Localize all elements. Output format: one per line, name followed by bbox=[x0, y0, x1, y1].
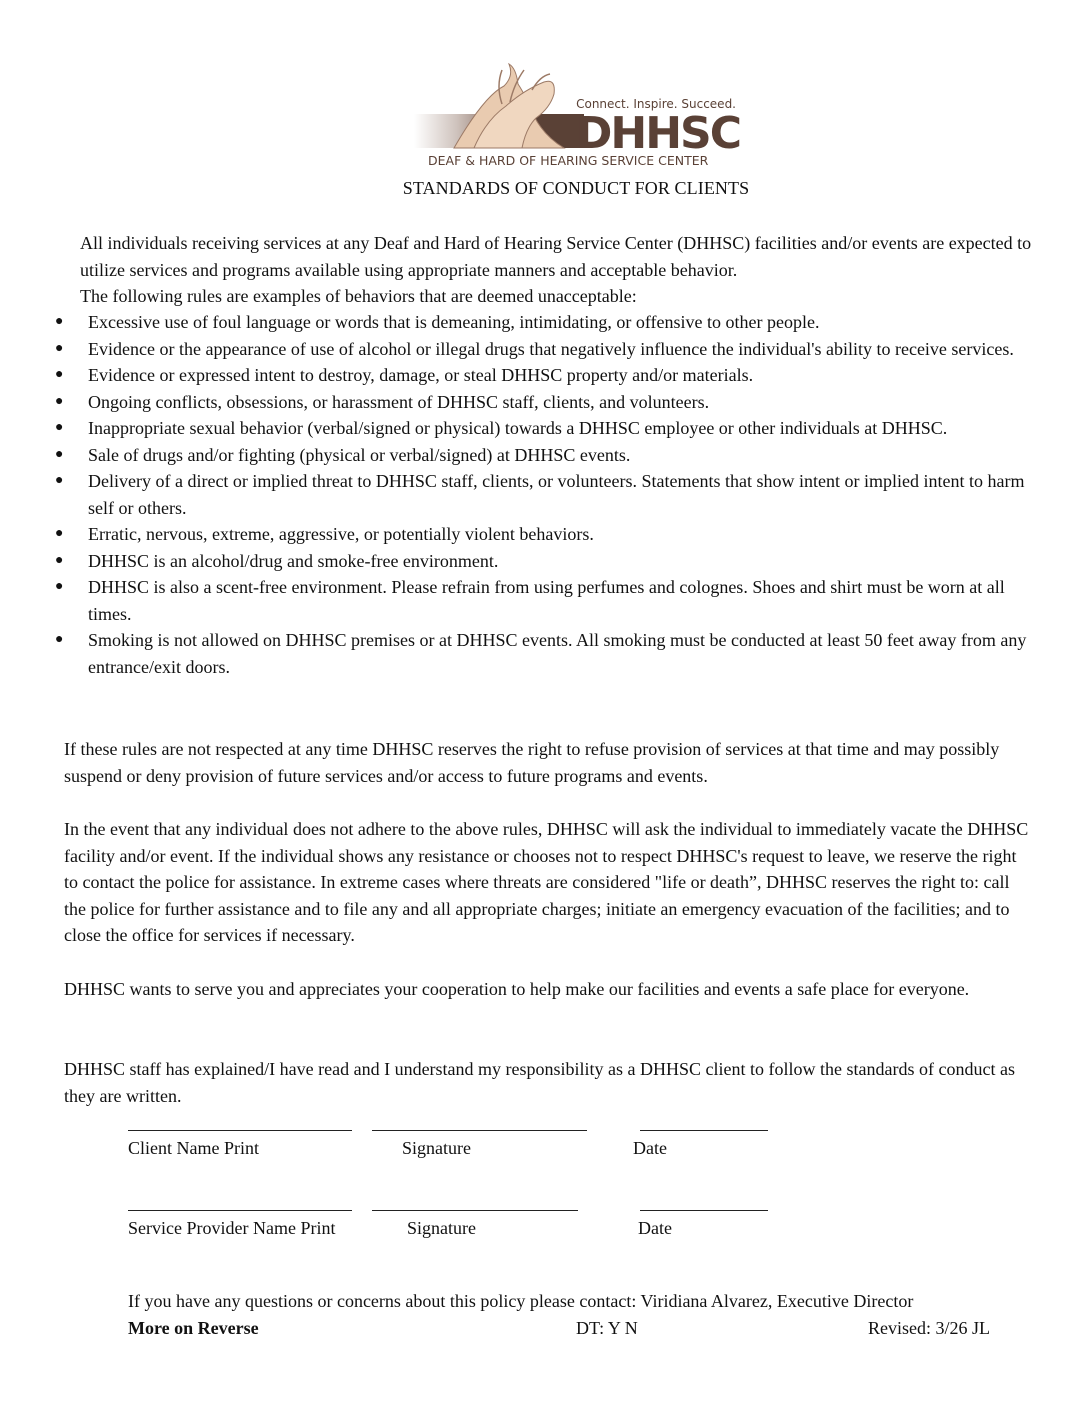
bullet-icon: ● bbox=[55, 367, 64, 382]
provider-signature-block bbox=[128, 1210, 828, 1270]
client-signature-label: Signature bbox=[402, 1138, 471, 1158]
page-title: STANDARDS OF CONDUCT FOR CLIENTS bbox=[402, 178, 750, 198]
bullet-icon: ● bbox=[55, 526, 64, 541]
rule-item: ● Evidence or the appearance of use of alcohol or illegal drugs that negatively influence the individual's ability to receive services. bbox=[52, 336, 1042, 363]
bullet-icon: ● bbox=[55, 632, 64, 647]
rule-item: ● DHHSC is an alcohol/drug and smoke-free environment. bbox=[52, 548, 1042, 575]
provider-signature-field[interactable] bbox=[372, 1210, 578, 1211]
client-name-label: Client Name Print bbox=[128, 1138, 259, 1158]
client-signature-field[interactable] bbox=[372, 1130, 587, 1131]
bullet-icon: ● bbox=[55, 393, 64, 409]
rule-item: ● DHHSC is also a scent-free environment. Please refrain from using perfumes and colognes. Shoes and shirt must be worn at all times. bbox=[52, 574, 1042, 627]
client-signature-block bbox=[128, 1130, 828, 1190]
intro bbox=[80, 230, 1040, 310]
bullet-icon: ● bbox=[55, 446, 64, 462]
svg-text:Connect. Inspire. Succeed.: Connect. Inspire. Succeed. bbox=[576, 97, 736, 111]
bullet-icon: ● bbox=[55, 579, 64, 594]
client-date-field[interactable] bbox=[640, 1130, 768, 1131]
rule-item: ● Excessive use of foul language or words that is demeaning, intimidating, or offensive to other people. bbox=[52, 309, 1042, 336]
intro-lead-in: The following rules are examples of behaviors that are deemed unacceptable: bbox=[80, 286, 637, 306]
provider-date-label: Date bbox=[638, 1218, 672, 1238]
svg-text:DHHSC: DHHSC bbox=[575, 108, 740, 159]
svg-text:DEAF & HARD OF HEARING SERVICE: DEAF & HARD OF HEARING SERVICE CENTER bbox=[428, 153, 709, 168]
rules-list bbox=[52, 309, 1042, 680]
revision-note: Revised: 3/26 JL bbox=[868, 1318, 990, 1338]
rule-item: ● Evidence or expressed intent to destroy, damage, or steal DHHSC property and/or materials. bbox=[52, 362, 1042, 389]
consequences-paragraph: If these rules are not respected at any time DHHSC reserves the right to refuse provision of services at that time and may possibly suspend or deny provision of future services and/or access to future programs and events. bbox=[64, 739, 1000, 786]
enforcement-paragraph: In the event that any individual does not adhere to the above rules, DHHSC will ask the individual to immediately vacate the DHHSC facility and/or event. If the individual shows any resistance or chooses not to respect DHHSC's request to leave, we reserve the right to contact the police for assistance. In extreme cases where threats are considered "life or death”, DHHSC reserves the right to: call the police for further assistance and to file any and all appropriate charges; initiate an emergency evacuation of the facilities; and to close the office for services if necessary. bbox=[64, 819, 1029, 945]
provider-date-field[interactable] bbox=[640, 1210, 768, 1211]
client-name-field[interactable] bbox=[128, 1130, 352, 1131]
client-date-label: Date bbox=[633, 1138, 667, 1158]
signing-hands-icon bbox=[414, 56, 744, 172]
rule-item: ● Inappropriate sexual behavior (verbal/signed or physical) towards a DHHSC employee or other individuals at DHHSC. bbox=[52, 415, 1042, 442]
bullet-icon: ● bbox=[55, 552, 64, 568]
bullet-icon: ● bbox=[55, 340, 64, 356]
bullet-icon: ● bbox=[55, 473, 64, 488]
acknowledgement-paragraph: DHHSC staff has explained/I have read and I understand my responsibility as a DHHSC client to follow the standards of conduct as they are written. bbox=[64, 1059, 1015, 1106]
appreciation-paragraph: DHHSC wants to serve you and appreciates your cooperation to help make our facilities and events a safe place for everyone. bbox=[64, 979, 970, 999]
contact-line: If you have any questions or concerns about this policy please contact: Viridiana Alvarez, Executive Director bbox=[128, 1291, 914, 1311]
more-on-reverse: More on Reverse bbox=[128, 1318, 259, 1338]
provider-signature-label: Signature bbox=[407, 1218, 476, 1238]
rule-item: ● Erratic, nervous, extreme, aggressive, or potentially violent behaviors. bbox=[52, 521, 1042, 548]
rule-item: ● Delivery of a direct or implied threat to DHHSC staff, clients, or volunteers. Statements that show intent or implied intent to harm self or others. bbox=[52, 468, 1042, 521]
intro-paragraph: All individuals receiving services at any Deaf and Hard of Hearing Service Center (DHHSC) facilities and/or events are expected to utilize services and programs available using appropriate manners and acceptable behavior. bbox=[80, 233, 1032, 280]
rule-item: ● Smoking is not allowed on DHHSC premises or at DHHSC events. All smoking must be conducted at least 50 feet away from any entrance/exit doors. bbox=[52, 627, 1042, 680]
dt-indicator: DT: Y N bbox=[576, 1318, 638, 1338]
bullet-icon: ● bbox=[55, 314, 64, 329]
bullet-icon: ● bbox=[55, 420, 64, 435]
dhhsc-logo bbox=[414, 56, 744, 172]
provider-name-label: Service Provider Name Print bbox=[128, 1218, 336, 1238]
rule-item: ● Sale of drugs and/or fighting (physical or verbal/signed) at DHHSC events. bbox=[52, 442, 1042, 469]
rule-item: ● Ongoing conflicts, obsessions, or harassment of DHHSC staff, clients, and volunteers. bbox=[52, 389, 1042, 416]
provider-name-field[interactable] bbox=[128, 1210, 352, 1211]
